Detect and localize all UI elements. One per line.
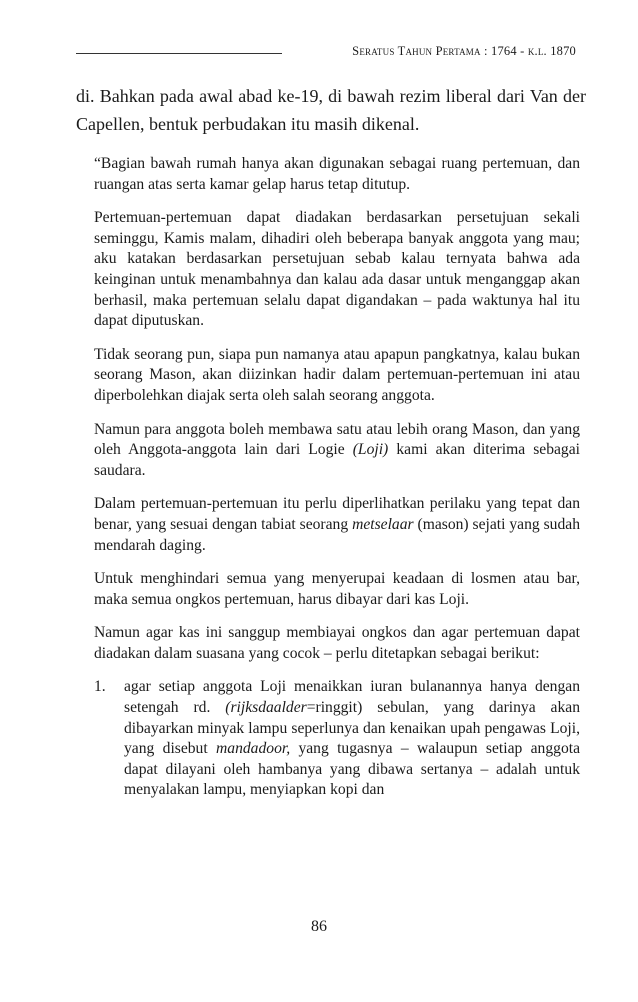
quote-paragraph-5: Dalam pertemuan-pertemuan itu perlu diperlihatkan perilaku yang tepat dan benar, yang sesuai dengan tabiat seorang metselaar (mason) sejati yang sudah mendarah daging. xyxy=(94,495,580,554)
list-item-number: 1. xyxy=(94,678,106,696)
intro-paragraph: di. Bahkan pada awal abad ke-19, di bawah rezim liberal dari Van der Capellen, bentuk perbudakan itu masih dikenal. xyxy=(76,86,586,134)
running-header xyxy=(76,44,576,64)
list-item: 1. agar setiap anggota Loji menaikkan iuran bulanannya hanya dengan setengah rd. (rijksdaalder=ringgit) sebulan, yang darinya akan dibayarkan minyak lampu seperlunya dan kenaikan upah pengawas Loji, yang disebut mandadoor, yang tugasnya – walaupun setiap anggota dapat dilayani oleh hambanya yang dibawa sertanya – adalah untuk menyalakan lampu, menyiapkan kopi dan xyxy=(94,678,581,799)
page-number: 86 xyxy=(311,918,327,935)
quote-paragraph-7: Namun agar kas ini sanggup membiayai ongkos dan agar pertemuan dapat diadakan dalam suasana yang cocok – perlu ditetapkan sebagai berikut: xyxy=(94,624,580,662)
header-rule xyxy=(76,53,282,54)
quote-paragraph-6: Untuk menghindari semua yang menyerupai keadaan di losmen atau bar, maka semua ongkos pertemuan, harus dibayar dari kas Loji. xyxy=(94,570,580,608)
quote-paragraph-2: Pertemuan-pertemuan dapat diadakan berdasarkan persetujuan sekali seminggu, Kamis malam, dihadiri oleh beberapa banyak anggota yang mau; aku katakan berdasarkan persetujuan sebab kalau ternyata bahwa ada keinginan untuk menambahnya dan kalau ada dasar untuk menganggap akan berhasil, maka pertemuan selalu dapat digandakan – pada waktunya hal itu dapat diputuskan. xyxy=(94,209,580,330)
running-header-title: Seratus Tahun Pertama : 1764 - k.l. 1870 xyxy=(352,44,576,58)
block-quote xyxy=(94,154,580,801)
quote-paragraph-1: “Bagian bawah rumah hanya akan digunakan sebagai ruang pertemuan, dan ruangan atas serta kamar gelap harus tetap ditutup. xyxy=(94,155,580,193)
numbered-list xyxy=(94,677,580,801)
quote-paragraph-4: Namun para anggota boleh membawa satu atau lebih orang Mason, dan yang oleh Anggota-anggota lain dari Logie (Loji) kami akan diterima sebagai saudara. xyxy=(94,420,580,479)
quote-paragraph-3: Tidak seorang pun, siapa pun namanya atau apapun pangkatnya, kalau bukan seorang Mason, akan diizinkan hadir dalam pertemuan-pertemuan ini atau diperbolehkan diajak serta oleh salah seorang anggota. xyxy=(94,345,580,404)
